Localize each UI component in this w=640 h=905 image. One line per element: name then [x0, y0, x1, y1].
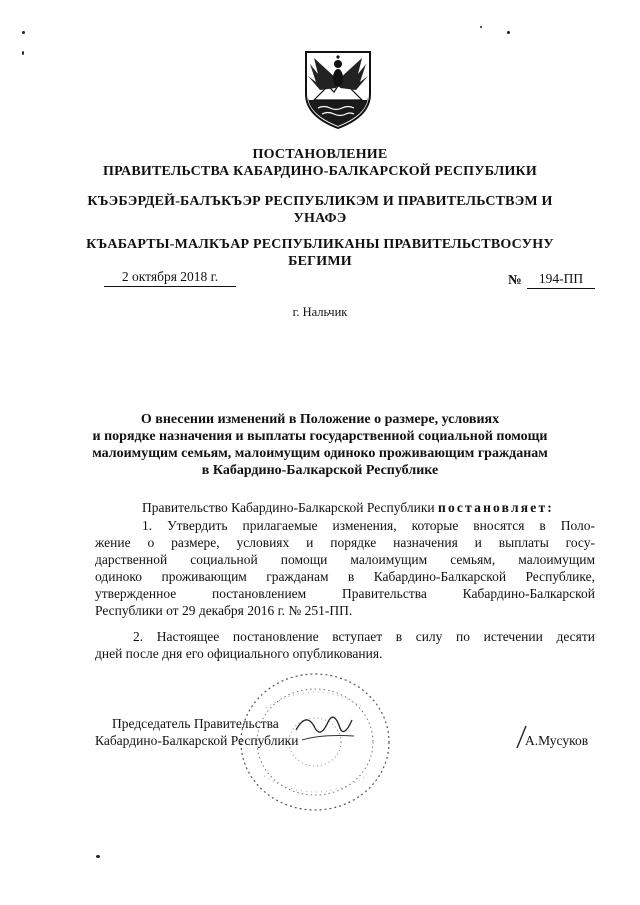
coat-of-arms-emblem [300, 50, 376, 130]
item1-line: 1. Утвердить прилагаемые изменения, которые вносятся в Поло- [142, 518, 595, 533]
document-number-sign: № [508, 272, 522, 287]
document-title-line1: О внесении изменений в Положение о размере, условиях [140, 412, 500, 427]
item2-line: 2. Настоящее постановление вступает в силу по истечении десяти [133, 629, 595, 644]
issuer-heading-balkar-line2: БЕГИМИ [288, 254, 352, 269]
document-date: 2 октября 2018 г. [104, 268, 236, 287]
issuer-heading-kabardian-line2: УНАФЭ [293, 211, 347, 226]
issuer-heading-balkar-line1: КЪАБАРТЫ-МАЛКЪАР РЕСПУБЛИКАНЫ ПРАВИТЕЛЬСТВОСУНУ [86, 237, 554, 252]
document-title-line3: малоимущим семьям, малоимущим одиноко проживающим гражданам [92, 446, 548, 461]
issuer-heading-kabardian-line1: КЪЭБЭРДЕЙ-БАЛЪКЪЭР РЕСПУБЛИКЭМ И ПРАВИТЕЛЬСТВЭМ И [87, 194, 553, 209]
document-title-line4: в Кабардино-Балкарской Республике [201, 463, 439, 478]
document-title-line2: и порядке назначения и выплаты государственной социальной помощи [92, 429, 548, 444]
decree-word: постановляет: [438, 500, 554, 515]
item1-line: Республики от 29 декабря 2016 г. № 251-ПП. [95, 603, 353, 618]
item2-line: дней после дня его официального опубликования. [95, 646, 383, 661]
decree-intro [142, 499, 554, 516]
item1-line: одиноко проживающим гражданам в Кабардино-Балкарской Республике, [95, 569, 595, 584]
item1-line: утвержденное постановлением Правительства Кабардино-Балкарской [95, 586, 595, 601]
issuer-heading-russian: ПРАВИТЕЛЬСТВА КАБАРДИНО-БАЛКАРСКОЙ РЕСПУБЛИКИ [102, 164, 538, 179]
item1-line: жение о размере, условиях и порядке назначения и выплаты госу- [95, 535, 595, 550]
city: г. Нальчик [292, 305, 348, 319]
signatory-position-line2: Кабардино-Балкарской Республики [95, 733, 299, 748]
document-type-heading: ПОСТАНОВЛЕНИЕ [252, 147, 388, 162]
decree-intro-text: Правительство Кабардино-Балкарской Республики [142, 500, 435, 515]
document-number: 194-ПП [527, 270, 595, 289]
item1-line: дарственной социальной помощи малоимущим семьям, малоимущим [95, 552, 595, 567]
handwritten-signature [292, 700, 362, 752]
signatory-position-line1: Председатель Правительства [112, 716, 279, 731]
signatory-name: А.Мусуков [525, 733, 589, 748]
